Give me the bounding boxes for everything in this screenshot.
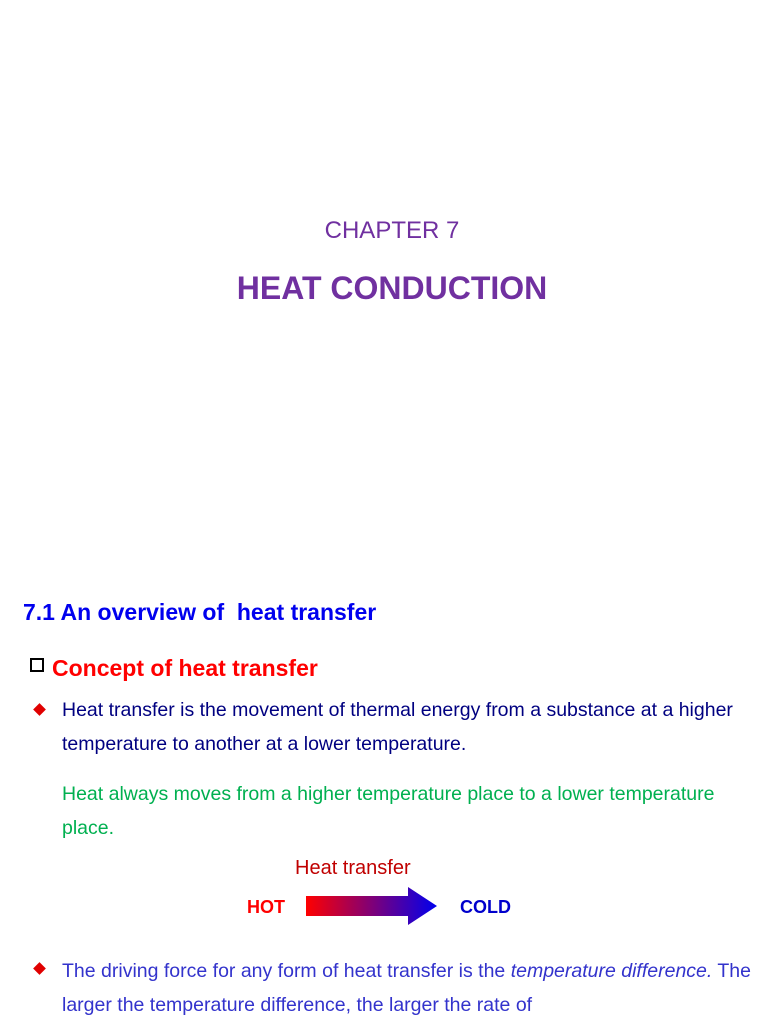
subheading-text: Concept of heat transfer (52, 655, 318, 681)
heat-transfer-label: Heat transfer (295, 857, 411, 879)
checkbox-bullet-icon (30, 658, 44, 672)
bullet2-emphasis: temperature difference. (510, 960, 713, 982)
diamond-bullet-icon (33, 703, 46, 716)
bullet-paragraph-2 (62, 955, 752, 1022)
bullet-paragraph-1: Heat transfer is the movement of thermal energy from a substance at a higher temperature to another at a lower temperature. (62, 699, 733, 755)
hot-label: HOT (247, 897, 285, 917)
chapter-label: CHAPTER 7 (324, 217, 460, 244)
cold-label: COLD (460, 897, 511, 917)
page-title: HEAT CONDUCTION (236, 270, 548, 306)
diamond-bullet-icon (33, 962, 46, 975)
section-heading: 7.1 An overview of heat transfer (23, 599, 377, 625)
subheading (30, 653, 318, 683)
note-paragraph: Heat always moves from a higher temperature place to a lower temperature place. (62, 783, 715, 839)
bullet2-text-a: The driving force for any form of heat transfer is the (62, 960, 511, 982)
heat-flow-arrow-icon (304, 886, 438, 926)
bullet2-text-b: The larger the temperature difference, the larger the rate of (62, 960, 751, 1016)
